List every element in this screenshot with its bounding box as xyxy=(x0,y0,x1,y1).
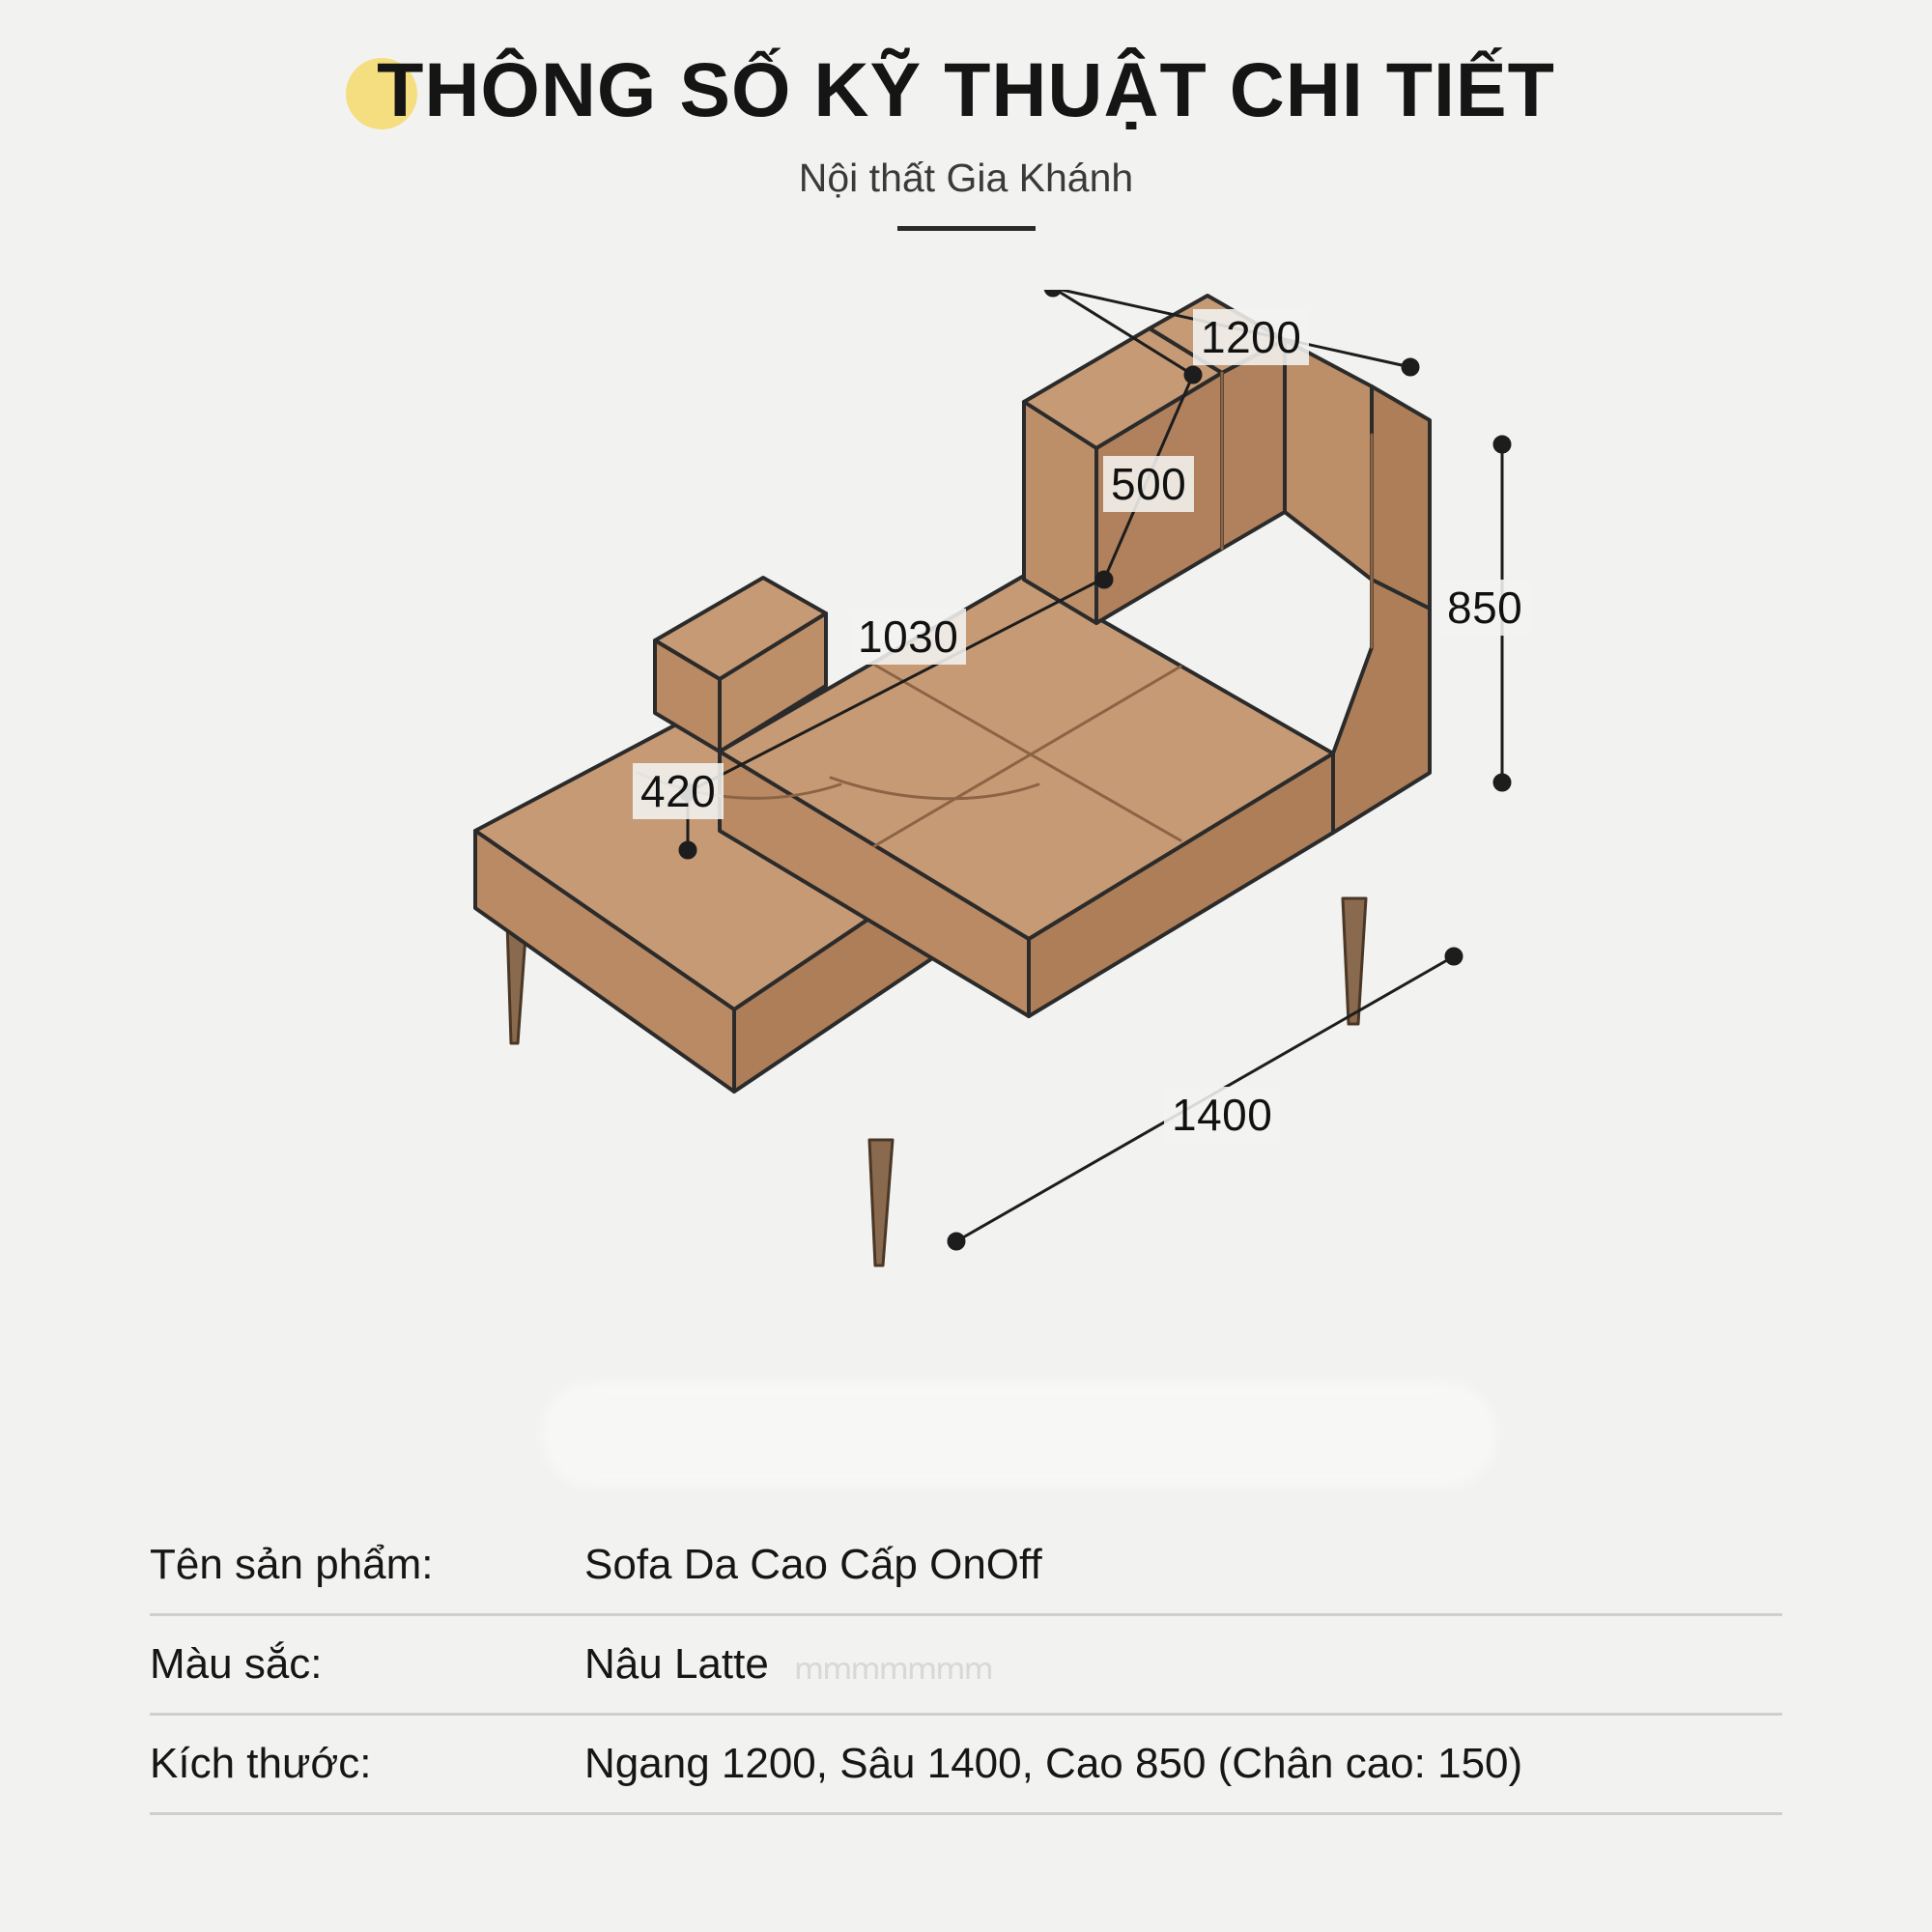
spec-value-color xyxy=(584,1640,1782,1689)
spec-row-size xyxy=(150,1716,1782,1815)
dimension-label-850: 850 xyxy=(1439,580,1530,636)
page-header xyxy=(0,0,1932,231)
floor-shadow-decoration xyxy=(541,1381,1497,1488)
spec-label-product-name: Tên sản phẩm: xyxy=(150,1541,434,1588)
page-title: THÔNG SỐ KỸ THUẬT CHI TIẾT xyxy=(377,46,1555,132)
spec-value-color-text: Nâu Latte xyxy=(584,1639,769,1688)
dimension-label-500: 500 xyxy=(1103,456,1194,512)
brand-subtitle: Nội thất Gia Khánh xyxy=(798,155,1134,200)
color-scribble-decoration: ՠՠՠՠՠՠՠ xyxy=(793,1650,992,1688)
title-wrap xyxy=(328,46,1604,132)
spec-label-color: Màu sắc: xyxy=(150,1640,323,1688)
spec-table xyxy=(150,1517,1782,1815)
dimension-label-1400: 1400 xyxy=(1164,1087,1280,1143)
sofa-dimension-diagram xyxy=(0,290,1932,1304)
spec-value-size: Ngang 1200, Sâu 1400, Cao 850 (Chân cao: 150) xyxy=(584,1740,1523,1787)
dimension-label-1030: 1030 xyxy=(850,609,966,665)
right-back-panel xyxy=(1285,340,1372,580)
spec-label-size: Kích thước: xyxy=(150,1740,372,1787)
sofa-drawing xyxy=(0,290,1932,1304)
backrest-right-side xyxy=(1222,340,1285,549)
dimension-label-1200: 1200 xyxy=(1193,309,1309,365)
right-side-panel xyxy=(1372,386,1430,609)
spec-row-product-name xyxy=(150,1517,1782,1616)
right-lower-panel xyxy=(1333,580,1430,833)
spec-value-product-name: Sofa Da Cao Cấp OnOff xyxy=(584,1541,1042,1588)
header-divider xyxy=(897,226,1036,231)
dimension-label-420: 420 xyxy=(633,763,724,819)
spec-row-color xyxy=(150,1616,1782,1716)
